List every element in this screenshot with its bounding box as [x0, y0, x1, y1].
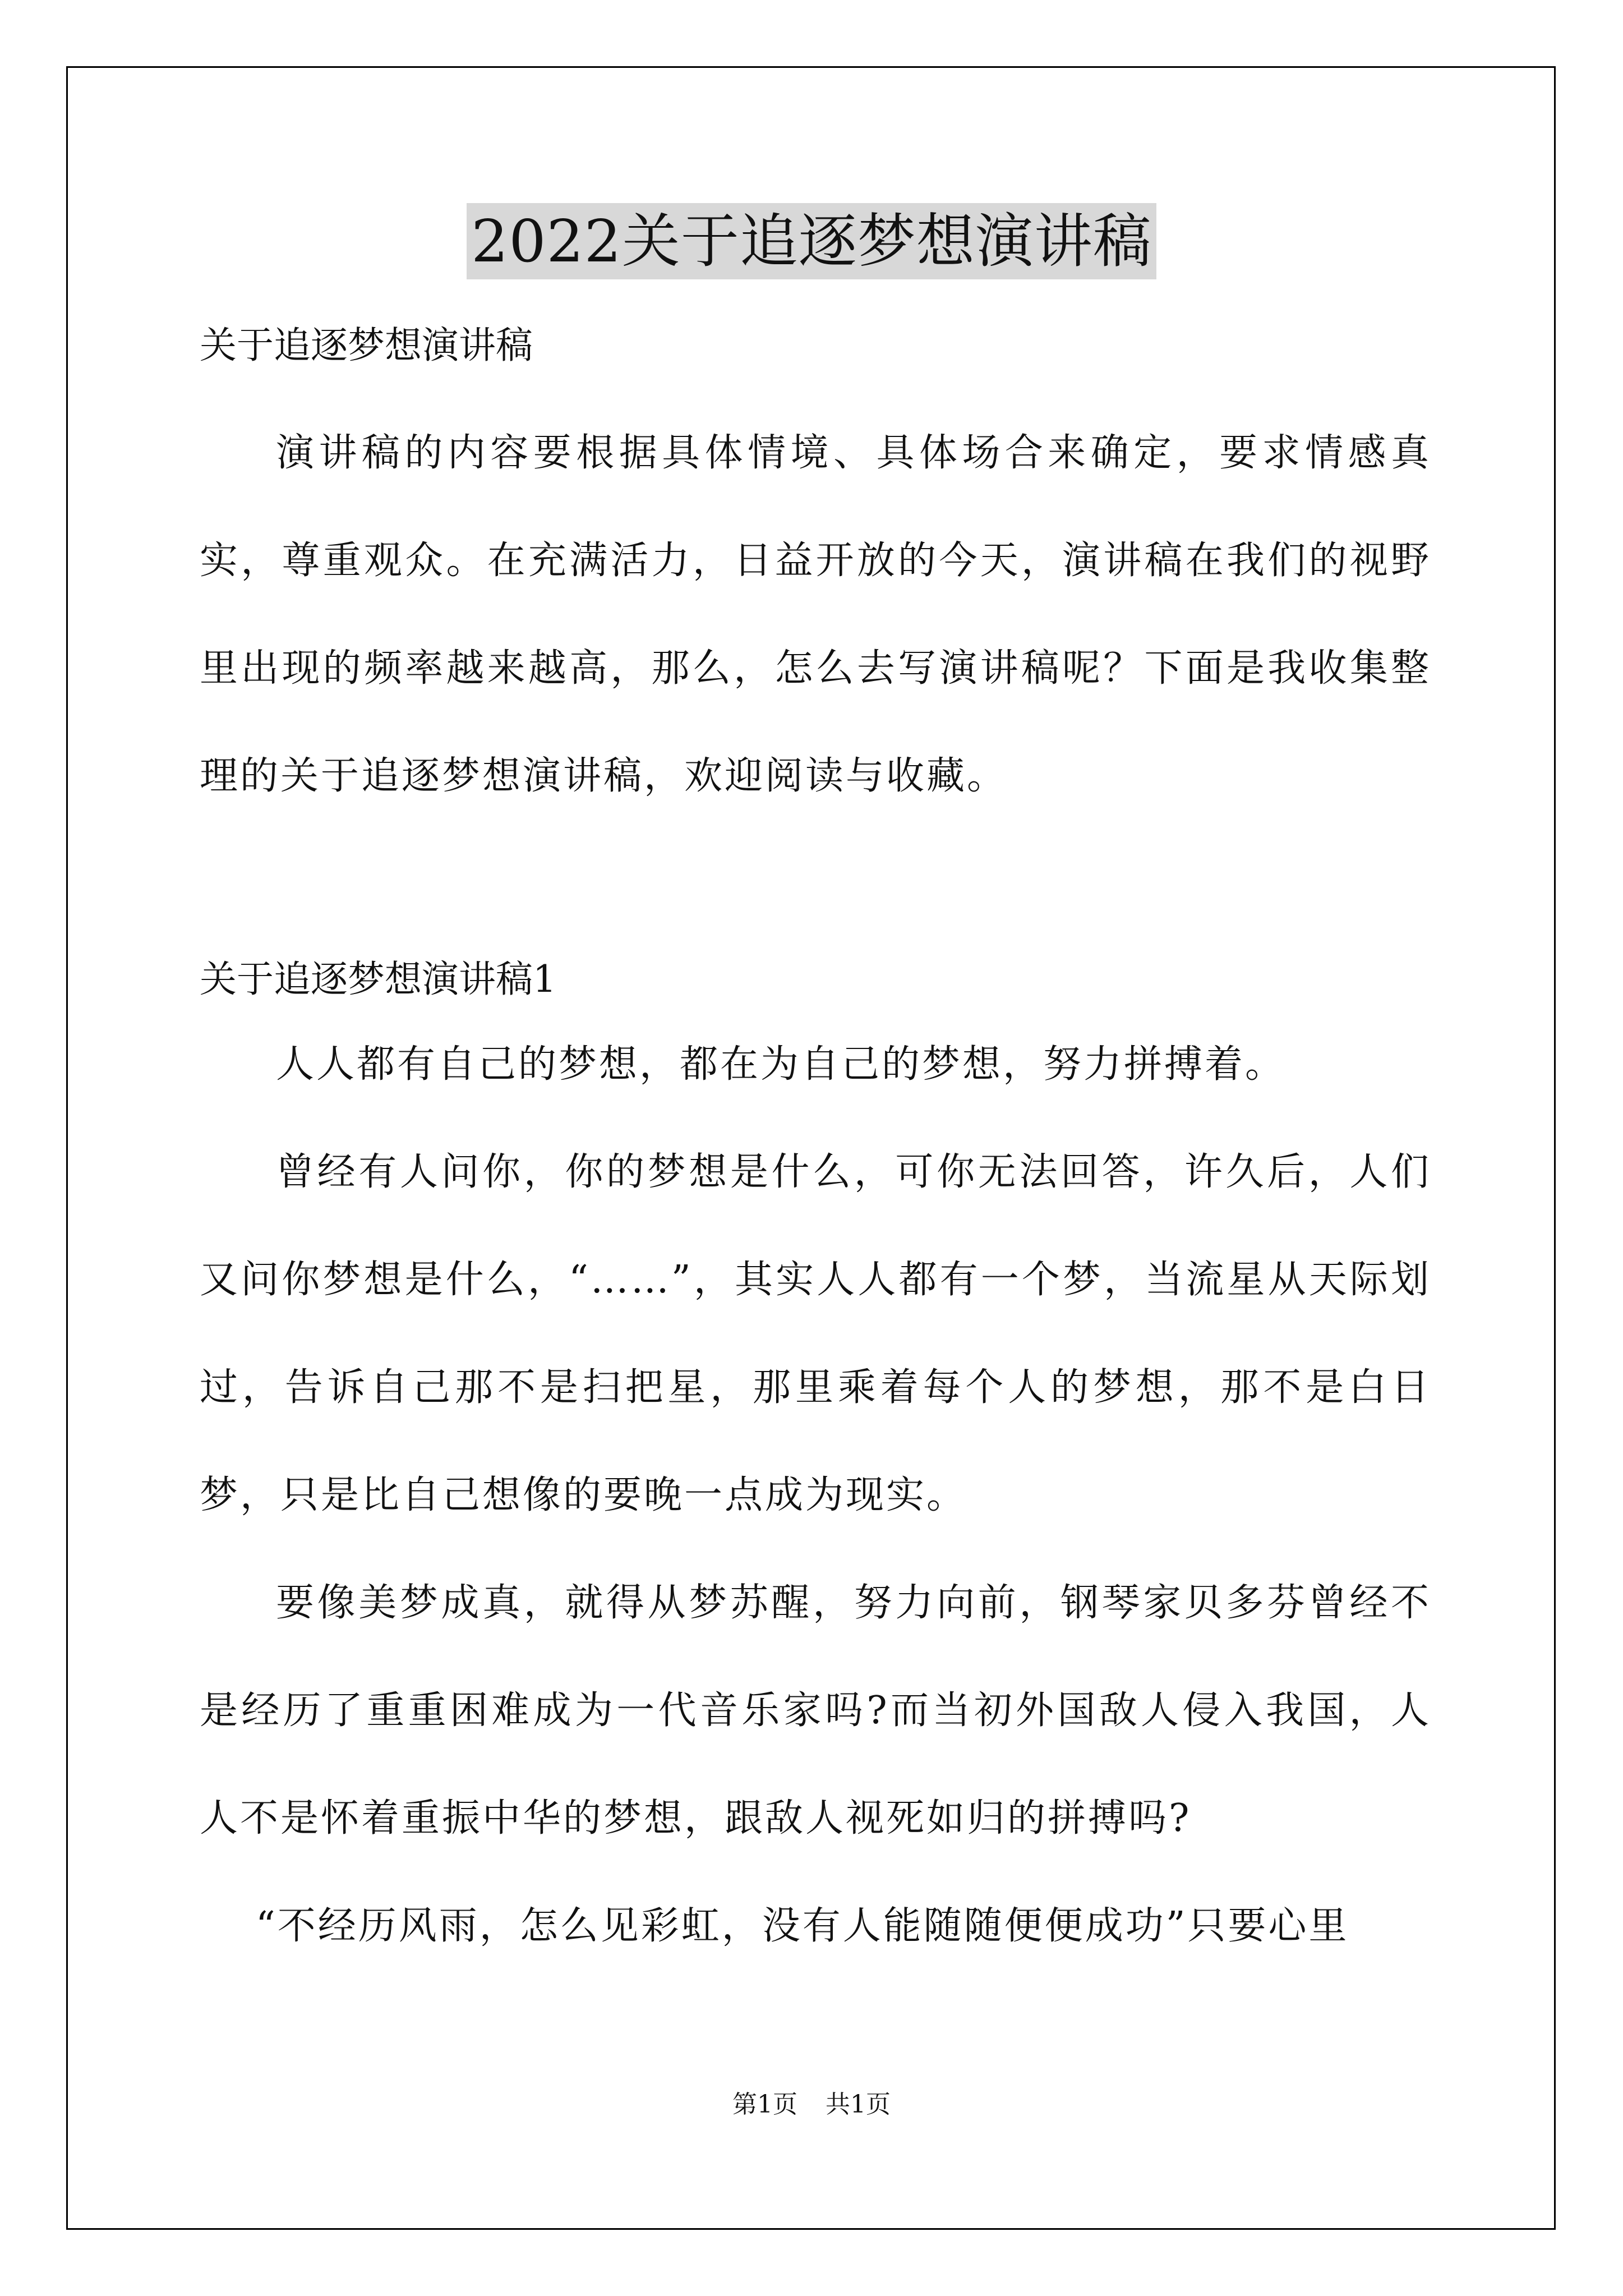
page-count: 共1页 [826, 2090, 891, 2119]
body-paragraph: 要像美梦成真，就得从梦苏醒，努力向前，钢琴家贝多芬曾经不是经历了重重困难成为一代音乐家吗?而当初外国敌人侵入我国，人人不是怀着重振中华的梦想，跟敌人视死如归的拼搏吗? [200, 1581, 1431, 1841]
document-title: 2022关于追逐梦想演讲稿 [467, 203, 1156, 279]
page-number: 第1页 [732, 2090, 797, 2119]
title-container [0, 203, 1623, 279]
body-paragraph: “不经历风雨，怎么见彩虹，没有人能随随便便成功”只要心里 [256, 1904, 1349, 1948]
body-paragraph: 人人都有自己的梦想，都在为自己的梦想，努力拼搏着。 [276, 1042, 1286, 1087]
document-body [200, 314, 1431, 1980]
section-heading: 关于追逐梦想演讲稿1 [200, 958, 556, 1001]
body-paragraph: 曾经有人问你，你的梦想是什么，可你无法回答，许久后，人们又问你梦想是什么，“……”，其实人人都有一个梦，当流星从天际划过，告诉自己那不是扫把星，那里乘着每个人的梦想，那不是白日梦，只是比自己想像的要晚一点成为现实。 [200, 1150, 1431, 1517]
page-footer [0, 2088, 1623, 2122]
intro-paragraph: 演讲稿的内容要根据具体情境、具体场合来确定，要求情感真实，尊重观众。在充满活力，日益开放的今天，演讲稿在我们的视野里出现的频率越来越高，那么，怎么去写演讲稿呢？下面是我收集整理的关于追逐梦想演讲稿，欢迎阅读与收藏。 [200, 431, 1431, 798]
subheading: 关于追逐梦想演讲稿 [200, 324, 533, 367]
